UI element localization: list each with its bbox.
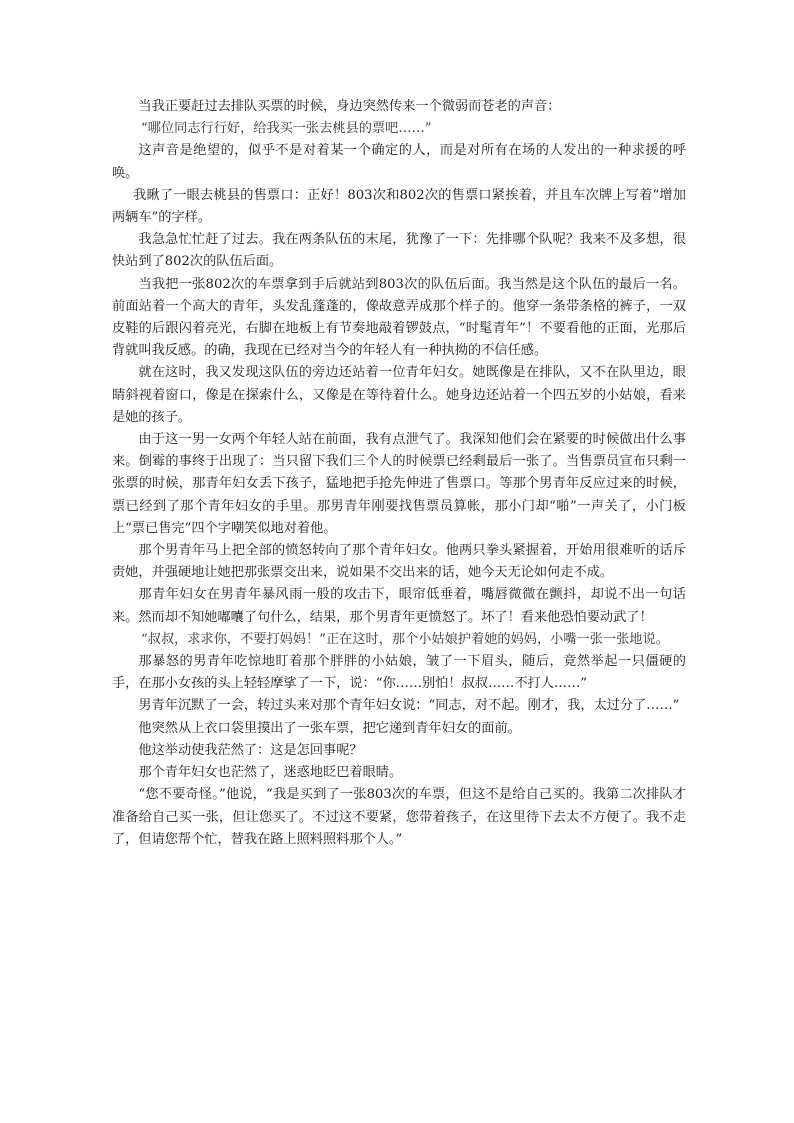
paragraph-16: 那个青年妇女也茫然了，迷惑地眨巴着眼睛。 bbox=[138, 765, 403, 781]
paragraph-15: 他这举动使我茫然了：这是怎回事呢？ bbox=[138, 742, 363, 758]
paragraph-11: “叔叔，求求你，不要打妈妈！”正在这时，那个小姑娘护着她的妈妈，小嘴一张一张地说。 bbox=[141, 631, 669, 647]
paragraph-8: 由于这一男一女两个年轻人站在前面，我有点泄气了。我深知他们会在紧要的时候做出什么事来。倒霉的事终于出现了：当只留下我们三个人的时候票已经剩最后一张了。当售票员宣布只剩一张票的时候，那青年妇女丢下孩子，猛地把手抢先伸进了售票口。等那个男青年反应过来的时候，票已经到了那个青年妇女的手里。那男青年刚要找售票员算帐，那小门却“啪”一声关了，小门板上“票已售完”四个字嘲笑似地对着他。 bbox=[112, 432, 686, 536]
paragraph-7: 就在这时，我又发现这队伍的旁边还站着一位青年妇女。她既像是在排队，又不在队里边，眼睛斜视着窗口，像是在探索什么，又像是在等待着什么。她身边还站着一个四五岁的小姑娘，看来是她的孩子。 bbox=[112, 365, 686, 425]
paragraph-10: 那青年妇女在男青年暴风雨一般的攻击下，眼帘低垂着，嘴唇微微在颤抖，却说不出一句话来。然而却不知她嘟囔了句什么，结果，那个男青年更愤怒了。坏了！看来他恐怕要动武了！ bbox=[112, 587, 686, 625]
paragraph-2: “哪位同志行行好，给我买一张去桃县的票吧……” bbox=[141, 121, 432, 137]
paragraph-6: 当我把一张802次的车票拿到手后就站到803次的队伍后面。我当然是这个队伍的最后一名。前面站着一个高大的青年，头发乱蓬蓬的，像故意弄成那个样子的。他穿一条带条格的裤子，一双皮鞋的后跟闪着亮光，右脚在地板上有节奏地敲着锣鼓点，“时髦青年”！不要看他的正面，光那后背就叫我反感。的确，我现在已经对当今的年轻人有一种执拗的不信任感。 bbox=[112, 276, 686, 359]
story-text-page bbox=[112, 96, 686, 851]
paragraph-14: 他突然从上衣口袋里摸出了一张车票，把它递到青年妇女的面前。 bbox=[138, 720, 521, 736]
paragraph-13: 男青年沉默了一会，转过头来对那个青年妇女说：“同志，对不起。刚才，我，太过分了……” bbox=[138, 698, 680, 714]
paragraph-5: 我急急忙忙赶了过去。我在两条队伍的末尾，犹豫了一下：先排哪个队呢？我来不及多想，很快站到了802次的队伍后面。 bbox=[112, 232, 686, 270]
paragraph-4: 我瞅了一眼去桃县的售票口：正好！803次和802次的售票口紧挨着，并且车次牌上写着“增加两辆车”的字样。 bbox=[112, 187, 686, 226]
paragraph-12: 那暴怒的男青年吃惊地盯着那个胖胖的小姑娘，皱了一下眉头，随后，竟然举起一只僵硬的手，在那小女孩的头上轻轻摩挲了一下，说：“你……别怕！叔叔……不打人……” bbox=[112, 654, 686, 692]
paragraph-17: “您不要奇怪。”他说，“我是买到了一张803次的车票，但这不是给自己买的。我第二次排队才准备给自己买一张，但让您买了。不过这不要紧，您带着孩子，在这里待下去太不方便了。我不走了，但请您帮个忙，替我在路上照料照料那个人。” bbox=[112, 787, 686, 847]
paragraph-3: 这声音是绝望的，似乎不是对着某一个确定的人，而是对所有在场的人发出的一种求援的呼唤。 bbox=[112, 143, 686, 181]
paragraph-1: 当我正要赶过去排队买票的时候，身边突然传来一个微弱而苍老的声音： bbox=[138, 99, 561, 114]
paragraph-9: 那个男青年马上把全部的愤怒转向了那个青年妇女。他两只拳头紧握着，开始用很难听的话斥责她，并强硬地让她把那张票交出来，说如果不交出来的话，她今天无论如何走不成。 bbox=[112, 543, 686, 581]
